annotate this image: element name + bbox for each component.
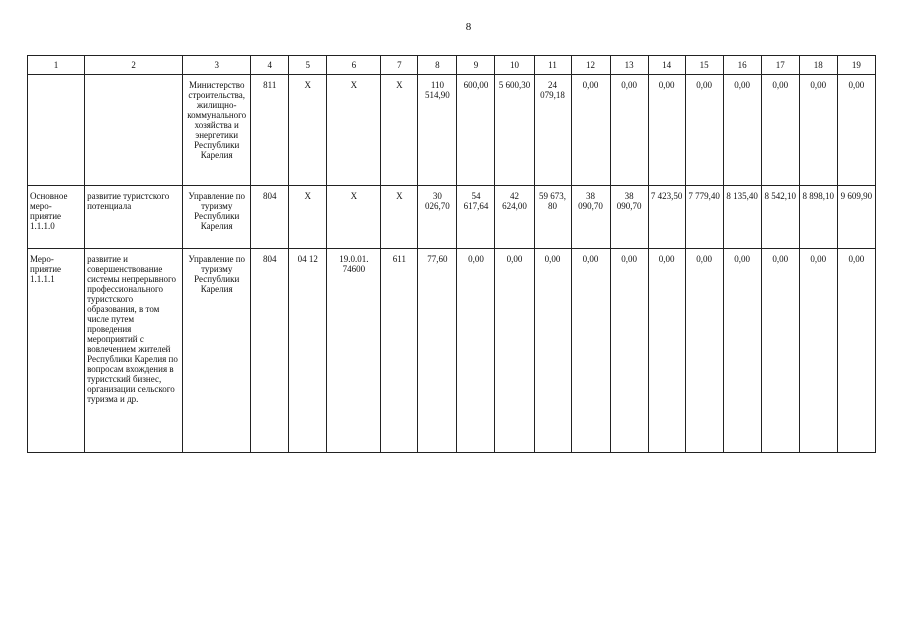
table-cell: 0,00 (648, 75, 685, 186)
column-header: 15 (685, 56, 723, 75)
table-cell: 600,00 (457, 75, 495, 186)
table-cell: 0,00 (799, 75, 837, 186)
table-cell: 7 423,50 (648, 186, 685, 249)
table-cell: 0,00 (799, 249, 837, 453)
table-cell (85, 75, 183, 186)
column-header: 1 (28, 56, 85, 75)
table-cell: 0,00 (571, 249, 610, 453)
table-cell: 59 673, 80 (534, 186, 571, 249)
column-header: 13 (610, 56, 648, 75)
table-cell: Управление по туризму Республики Карелия (183, 186, 251, 249)
table-cell: 24 079,18 (534, 75, 571, 186)
table-row (28, 75, 876, 186)
table-cell: 04 12 (289, 249, 327, 453)
column-header: 3 (183, 56, 251, 75)
table-cell: 804 (251, 249, 289, 453)
table-cell: 611 (381, 249, 418, 453)
column-header: 12 (571, 56, 610, 75)
column-header: 2 (85, 56, 183, 75)
table-cell: 9 609,90 (837, 186, 875, 249)
budget-table (27, 55, 876, 453)
table-row (28, 249, 876, 453)
page-number: 8 (465, 21, 472, 33)
table-cell: X (289, 186, 327, 249)
column-header: 6 (327, 56, 381, 75)
table-cell: 38 090,70 (571, 186, 610, 249)
table-cell: 0,00 (723, 249, 761, 453)
column-header: 7 (381, 56, 418, 75)
table-cell: 38 090,70 (610, 186, 648, 249)
table-cell: 30 026,70 (418, 186, 457, 249)
table-cell: 8 898,10 (799, 186, 837, 249)
table-cell: 0,00 (837, 249, 875, 453)
table-cell: 110 514,90 (418, 75, 457, 186)
table-cell: 0,00 (571, 75, 610, 186)
column-header: 18 (799, 56, 837, 75)
table-cell: 8 135,40 (723, 186, 761, 249)
column-header: 5 (289, 56, 327, 75)
column-header: 17 (761, 56, 799, 75)
table-cell: 8 542,10 (761, 186, 799, 249)
table-cell: 0,00 (457, 249, 495, 453)
table-cell: X (381, 186, 418, 249)
table-cell: 0,00 (534, 249, 571, 453)
table-cell: 0,00 (610, 249, 648, 453)
table-cell: 0,00 (761, 249, 799, 453)
column-header: 9 (457, 56, 495, 75)
column-header: 4 (251, 56, 289, 75)
table-cell: X (327, 75, 381, 186)
table-cell: 19.0.01. 74600 (327, 249, 381, 453)
table-cell: 7 779,40 (685, 186, 723, 249)
table-cell: развитие туристского потенциала (85, 186, 183, 249)
column-header: 16 (723, 56, 761, 75)
table-cell: 0,00 (837, 75, 875, 186)
column-header: 10 (495, 56, 534, 75)
table-cell: 0,00 (685, 249, 723, 453)
table-cell: 0,00 (495, 249, 534, 453)
table-cell: Управление по туризму Республики Карелия (183, 249, 251, 453)
table-cell: 811 (251, 75, 289, 186)
table-cell: 54 617,64 (457, 186, 495, 249)
column-header: 11 (534, 56, 571, 75)
table-cell: 0,00 (648, 249, 685, 453)
table-cell: 0,00 (723, 75, 761, 186)
column-header: 19 (837, 56, 875, 75)
column-header: 8 (418, 56, 457, 75)
header-row (28, 56, 876, 75)
table-cell (28, 75, 85, 186)
table-cell: X (289, 75, 327, 186)
table-cell: 804 (251, 186, 289, 249)
table-cell: X (381, 75, 418, 186)
table-cell: Министерство строительства, жилищно-коммунального хозяйства и энергетики Республики Карелия (183, 75, 251, 186)
table-cell: развитие и совершенствование системы непрерывного профессионального туристского образования, в том числе путем проведения мероприятий с вовлечением жителей Республики Карелия по вопросам вхождения в туристский бизнес, организации сельского туризма и др. (85, 249, 183, 453)
table-cell: 77,60 (418, 249, 457, 453)
table-cell: 0,00 (610, 75, 648, 186)
table-cell: 0,00 (685, 75, 723, 186)
table-cell: Меро-приятие 1.1.1.1 (28, 249, 85, 453)
table-cell: 0,00 (761, 75, 799, 186)
table-row (28, 186, 876, 249)
table-cell: 5 600,30 (495, 75, 534, 186)
table-cell: 42 624,00 (495, 186, 534, 249)
table-cell: Основное меро-приятие 1.1.1.0 (28, 186, 85, 249)
column-header: 14 (648, 56, 685, 75)
table-cell: X (327, 186, 381, 249)
